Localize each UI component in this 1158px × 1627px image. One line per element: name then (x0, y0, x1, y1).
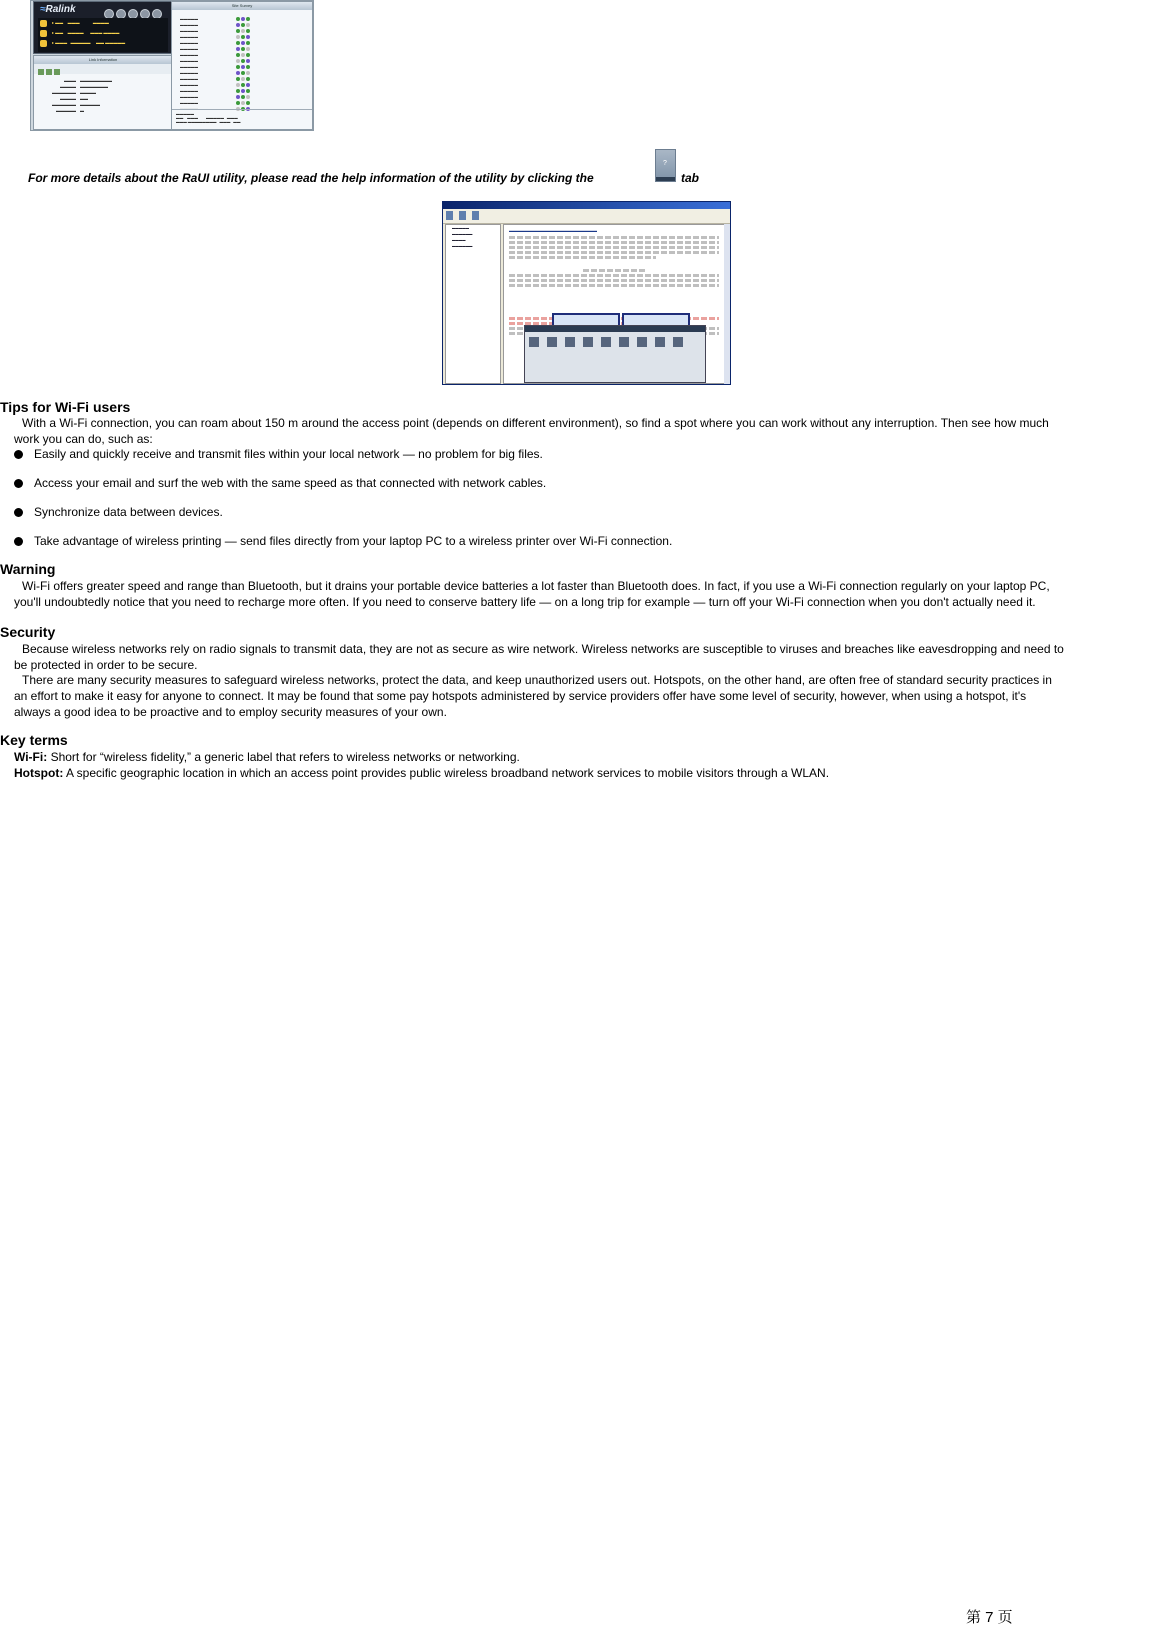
ralink-status-readout: ▸ ▬▬ ▬▬▬ ▬▬▬▬ ▸ ▬▬ ▬▬▬▬ ▬▬▬ ▬▬▬▬ ▸ ▬▬▬ ▬▬▬▬▬ ▬▬ ▬▬▬▬▬ (38, 18, 168, 52)
site-survey-row: ▬▬▬▬▬ (180, 52, 312, 58)
tips-bullet: Take advantage of wireless printing — send files directly from your laptop PC to a wireless printer over Wi-Fi connection. (14, 533, 672, 549)
tips-heading: Tips for Wi-Fi users (0, 399, 131, 415)
tips-bullet: Synchronize data between devices. (14, 504, 223, 520)
site-survey-row: ▬▬▬▬▬ (180, 16, 312, 22)
site-survey-row: ▬▬▬▬▬ (180, 94, 312, 100)
help-caption-tail: tab (681, 171, 699, 185)
help-tab-icon (655, 149, 676, 182)
site-survey-row: ▬▬▬▬▬ (180, 40, 312, 46)
site-survey-row: ▬▬▬▬▬ (180, 82, 312, 88)
tips-intro: With a Wi-Fi connection, you can roam about 150 m around the access point (depends on different environment), so find a spot where you can work without any interruption. Then see how much work you can do, such as: (14, 416, 1049, 446)
ap-information: ▬▬▬▬▬ ▬▬ ▬▬▬ ▬▬▬▬▬ ▬▬▬ ▬▬▬ ▬▬▬▬▬▬▬▬ ▬▬▬ ▬▬ (172, 109, 312, 129)
security-heading: Security (0, 624, 56, 640)
help-navigation-pane: ▬▬▬▬▬ ▬▬▬▬▬▬ ▬▬▬▬ ▬▬▬▬▬▬ (445, 224, 501, 384)
help-caption: For more details about the RaUI utility, please read the help information of the utility by clicking the (28, 171, 594, 185)
key-term-hotspot: Hotspot: A specific geographic location in which an access point provides public wireless broadband network services to mobile visitors through a WLAN. (14, 766, 830, 780)
help-content-pane: ▬▬▬▬▬▬▬▬▬▬▬▬▬▬▬▬▬▬▬▬▬▬ (503, 224, 725, 384)
ralink-main-panel (33, 1, 173, 130)
security-paragraph-1: Because wireless networks rely on radio signals to transmit data, they are not as secure as wire network. Wireless networks are susceptible to viruses and breaches like eavesdropping and need to be protected in order to be secure. (14, 642, 1064, 672)
tips-bullet: Easily and quickly receive and transmit files within your local network — no problem for big files. (14, 446, 543, 462)
site-survey-title: Site Survey (172, 2, 312, 10)
site-survey-row: ▬▬▬▬▬ (180, 22, 312, 28)
site-survey-row: ▬▬▬▬▬ (180, 70, 312, 76)
ralink-utility-screenshot (30, 0, 314, 131)
site-survey-row: ▬▬▬▬▬ (180, 64, 312, 70)
ralink-status-panel (33, 1, 173, 54)
site-survey-row: ▬▬▬▬▬ (180, 100, 312, 106)
help-window-screenshot (442, 201, 731, 385)
warning-heading: Warning (0, 561, 56, 577)
site-survey-row: ▬▬▬▬▬ (180, 46, 312, 52)
warning-paragraph: Wi-Fi offers greater speed and range than Bluetooth, but it drains your portable device batteries a lot faster than Bluetooth does. In fact, if you use a Wi-Fi connection regularly on your laptop PC, you'll undoubtedly notice that you need to recharge more often. If you need to conserve battery life — on a long trip for example — turn off your Wi-Fi connection when you don't actually need it. (14, 579, 1050, 609)
site-survey-list (172, 10, 312, 112)
site-survey-panel (171, 1, 313, 130)
ralink-logo: ≈Ralink (40, 4, 76, 15)
key-term-wifi: Wi-Fi: Short for “wireless fidelity,” a generic label that refers to wireless networks or networking. (14, 750, 520, 764)
help-ralink-figure (524, 325, 706, 383)
page-number: 第 7 页 (966, 1609, 1013, 1626)
site-survey-row: ▬▬▬▬▬ (180, 76, 312, 82)
link-information-panel: Link Information ▬▬▬ ▬▬▬▬▬▬▬▬ ▬▬▬▬ ▬▬▬▬▬▬▬ ▬▬▬▬▬▬ ▬▬▬▬ ▬▬▬▬ ▬▬ ▬▬▬▬▬▬ ▬▬▬▬▬ ▬▬▬▬▬ ▬ (33, 55, 173, 130)
site-survey-row: ▬▬▬▬▬ (180, 106, 312, 112)
security-paragraph-2: There are many security measures to safeguard wireless networks, protect the data, and keep unauthorized users out. Hotspots, on the other hand, are often free of standard security practices in an effort to make it easy for anyone to connect. It may be found that some pay hotspots administered by service providers offer have some level of security, however, when using a hotspot, it's always a good idea to be proactive and to employ security measures of your own. (14, 673, 1052, 719)
tips-bullet: Access your email and surf the web with the same speed as that connected with network cables. (14, 475, 546, 491)
site-survey-row: ▬▬▬▬▬ (180, 34, 312, 40)
site-survey-row: ▬▬▬▬▬ (180, 58, 312, 64)
site-survey-row: ▬▬▬▬▬ (180, 88, 312, 94)
key-terms-heading: Key terms (0, 732, 68, 748)
site-survey-row: ▬▬▬▬▬ (180, 28, 312, 34)
link-information-title: Link Information (34, 56, 172, 64)
